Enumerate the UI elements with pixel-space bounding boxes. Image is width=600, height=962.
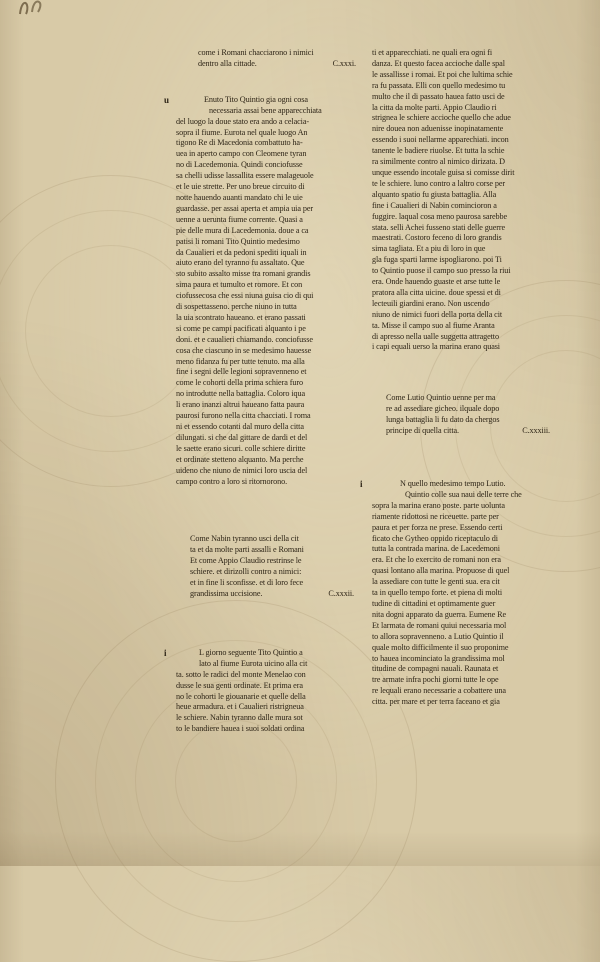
guide-letter: u (164, 94, 169, 105)
paragraph-lines (372, 48, 548, 353)
chapter-number: C.xxxii. (328, 588, 354, 598)
paragraph-chapter-31 (164, 94, 364, 488)
text-line: fine i segni delle legioni sopravenneno et (176, 367, 307, 377)
text-line: le saette erano sicuri. colle schiere diritte (176, 443, 306, 453)
text-line: necessaria assai bene apparecchiata (209, 105, 322, 115)
text-line: unque essendo incotale guisa si comisse dirit (372, 167, 515, 177)
text-line: niuno de nimici fuori della porta della cit (372, 309, 503, 319)
text-line: pratora alla citta uicine. doue spessi et di (372, 287, 501, 297)
text-line: meno fidanza fu per tutte tenuto. ma alla (176, 356, 305, 366)
text-line: Come Nabin tyranno usci della cit (190, 534, 299, 544)
text-line: nire douea non aduenisse inopinatamente (372, 124, 504, 134)
text-line: tutta la contrada marina. de Lacedemoni (372, 544, 500, 554)
text-line: le assallisse i romai. Et poi che lultima schie (372, 69, 513, 79)
text-line: Et come Appio Claudio restrinse le (190, 556, 302, 566)
text-line: citta. per mare et per terra faceano et gia (372, 697, 500, 707)
guide-letter: i (164, 647, 167, 658)
paragraph-chapter-32 (164, 647, 364, 735)
text-line: ciofussecosa che essi niuna guisa cio di qui (176, 291, 314, 301)
text-line: L giorno seguente Tito Quintio a (199, 647, 303, 657)
text-line: tigono Re di Macedonia combattuto ha- (176, 138, 303, 148)
text-line: heue armadura. et i Caualieri ristrigneua (176, 702, 304, 712)
paragraph-lines (176, 648, 364, 735)
text-line: maestrati. Costoro feceno di loro grandis (372, 233, 502, 243)
text-line: paura et per forza ne prese. Essendo certi (372, 522, 503, 532)
heading-lines (190, 534, 354, 589)
text-line: to hauea incominciato la grandissima mol (372, 653, 505, 663)
text-line: cosa che ciascuno in se medesimo hauesse (176, 345, 312, 355)
text-line: ti et apparecchiati. ne quali era ogni fi (372, 48, 493, 57)
text-line: lato al fiume Eurota uicino alla cit (199, 658, 308, 668)
text-line: lunga battaglia li fu dato da chergos (386, 415, 500, 425)
text-line: paurosi furono nella citta chacciati. I roma (176, 411, 311, 421)
text-line: di apresso nella ualle suggetta attragetto (372, 331, 499, 341)
watermark-circle (25, 245, 197, 417)
text-line: si come pe campi pacificati alquanto i pe (176, 323, 306, 333)
text-line: ta. sotto le radici del monte Menelao con (176, 669, 306, 679)
text-line: pie delle mura di Lacedemonia. doue a ca (176, 225, 309, 235)
text-line: Et larmata de romani quiui necessaria mol (372, 620, 507, 630)
heading-line: grandissima uccisione. (190, 588, 263, 598)
paragraph-lines (176, 95, 364, 488)
text-line: ta in quello tempo forte. et piena di molti (372, 588, 503, 598)
text-line: to le bandiere hauea i suoi soldati ordina (176, 724, 305, 734)
left-column (164, 48, 364, 735)
text-line: te le schiere. luno contro a laltro corse per (372, 178, 506, 188)
right-column (360, 48, 550, 708)
caption-line: dentro alla cittade. (198, 58, 257, 68)
running-caption (198, 48, 356, 70)
text-line: le schiere. Nabin tyranno dalle mura sot (176, 713, 303, 723)
text-line: Come Lutio Quintio uenne per ma (386, 393, 496, 403)
text-line: tanente le badiere riuolse. Et tutta la schie (372, 146, 505, 156)
text-line: campo contro a loro si ritornorono. (176, 476, 288, 486)
text-line: come le cohorti della prima schiera furo (176, 378, 303, 388)
text-line: aiuto erano del tyranno fu assaltato. Que (176, 258, 305, 268)
text-line: era. Onde hauendo guaste et arse tutte le (372, 277, 501, 287)
text-line: uea in aperto campo con Cleomene tyran (176, 149, 307, 159)
text-line: da Caualieri et da pedoni spediti iquali in (176, 247, 307, 257)
text-line: sto subito assalto misse tra romani grandis (176, 269, 311, 279)
text-line: no le cohorti le giouanarie et quelle della (176, 691, 306, 701)
text-line: patisi li romani Tito Quintio medesimo (176, 236, 300, 246)
text-line: re ad assediare gicheo. ilquale dopo (386, 404, 500, 414)
text-line: ra similmente contro al nimico dirizata. D (372, 157, 505, 167)
text-line: uenne a uerunta fiume corrente. Quasi a (176, 214, 303, 224)
heading-lines (386, 393, 550, 426)
text-line: no introdutte nella battaglia. Coloro iqua (176, 389, 306, 399)
text-line: alquanto spatio fu giusta battaglia. Alla (372, 189, 497, 199)
text-line: di sospettasseno. perche niuno in tutta (176, 302, 297, 312)
text-line: riamente ridottosi ne riceuette. parte per (372, 511, 499, 521)
text-line: dusse le sua genti ordinate. Et prima era (176, 680, 303, 690)
text-line: tre armate infra pochi giorni tutte le ope (372, 675, 499, 685)
text-line: strignea le schiere accioche quello che adue (372, 113, 511, 123)
text-line: guardasse. per assai aperta et ampia uia per (176, 203, 313, 213)
text-line: multo che il di passato hauea fatto usci de (372, 91, 505, 101)
text-line: no di Lacedemonia. Quindi conciofusse (176, 160, 303, 170)
chapter-number: C.xxxiii. (522, 426, 550, 436)
text-line: sima tagliata. Et a piu di loro in que (372, 244, 486, 254)
text-line: Quintio colle sua naui delle terre che (405, 489, 522, 499)
text-line: stata. selli Achei fusseno stati delle guerre (372, 222, 506, 232)
chapter-number: C.xxxi. (332, 58, 356, 68)
text-line: ta et da molte parti assalli e Romani (190, 545, 304, 555)
text-line: era. Et che lo exercito de romani non era (372, 555, 501, 565)
text-line: dilungati. si che dal gittare de dardi et del (176, 432, 308, 442)
text-line: ficato che Gytheo oppido riceptaculo di (372, 533, 498, 543)
text-line: schiere. et dirizolli contro a nimici: (190, 567, 302, 577)
heading-line: principe di quella citta. (386, 426, 459, 436)
text-line: et in fine li sconfisse. et di loro fece (190, 578, 304, 588)
text-line: to allora sopravenneno. a Lutio Quintio il (372, 631, 504, 641)
text-line: ra fu passata. Elli con quello medesimo tu (372, 80, 506, 90)
text-line: doni. et e caualieri chiamando. conciofusse (176, 334, 313, 344)
guide-letter: i (360, 479, 363, 489)
chapter-heading-33 (386, 393, 550, 437)
text-line: ni et essendo cotanti dal muro della citta (176, 422, 304, 431)
text-line: sima paura et tumulto et romore. Et con (176, 280, 303, 290)
text-line: tudine di cittadini et optimamente guer (372, 598, 496, 608)
text-line: li erano inanzi altrui haueano fatta paura (176, 400, 305, 410)
watermark-circle (175, 720, 297, 842)
text-line: to Quintio puose il campo suo presso la riui (372, 266, 511, 276)
chapter-heading-32 (190, 534, 354, 599)
text-line: i capi equali uerso la marina erano quasi (372, 342, 500, 352)
caption-line: come i Romani chacciarono i nimici (198, 48, 314, 57)
text-line: N quello medesimo tempo Lutio. (400, 479, 506, 488)
text-line: sa chelli udisse lassallita essere malageuole (176, 171, 314, 181)
text-line: essendo i suoi nellarme apparechiati. incon (372, 135, 509, 145)
text-line: Enuto Tito Quintio gia ogni cosa (204, 94, 308, 104)
text-line: sopra la marina erano poste. parte uolunta (372, 500, 505, 510)
text-line: re lequali erano necessarie a cobattere una (372, 686, 506, 696)
text-line: et le uie strette. Per uno breue circuito di (176, 182, 305, 192)
text-line: sopra il fiume. Eurota nel quale luogo An (176, 127, 308, 137)
text-line: fuggire. laqual cosa meno paurosa sarebbe (372, 211, 508, 221)
text-line: notte hauendo auanti mandato chi le uie (176, 192, 303, 202)
text-line: la uia scontrato haueano. et erano passati (176, 312, 306, 322)
text-line: quale molto difficilmente il suo proponime (372, 642, 509, 652)
paragraph-chapter-33 (360, 479, 548, 708)
handwritten-mark-icon (14, 0, 54, 22)
text-line: quasi lontano alla marina. Propuose di quel (372, 566, 510, 576)
paragraph-chapter-32-continued (372, 48, 548, 353)
text-line: uideno che niuno de nimici loro uscia del (176, 465, 308, 475)
text-line: la citta da molte parti. Appio Claudio ri (372, 102, 497, 112)
text-line: titudine de compagni nauali. Raunata et (372, 664, 499, 674)
text-line: fine i Caualieri di Nabin comincioron a (372, 200, 497, 210)
paragraph-lines (372, 479, 548, 708)
text-line: et ordinate stetteno alquanto. Ma perche (176, 454, 304, 464)
text-line: gla fuga sparti larme ispogliarono. poi Ti (372, 255, 502, 265)
text-line: la assediare con tutte le genti sua. era cit (372, 577, 500, 587)
text-line: danza. Et questo facea accioche dalle spal (372, 58, 505, 68)
text-line: ta. Misse il campo suo al fiume Aranta (372, 320, 495, 330)
text-line: del luogo la doue stato era ando a celacia- (176, 116, 310, 126)
text-line: lecteuili giardini erano. Non uscendo (372, 298, 490, 308)
text-line: nita dogni apparato da guerra. Eumene Re (372, 609, 506, 619)
